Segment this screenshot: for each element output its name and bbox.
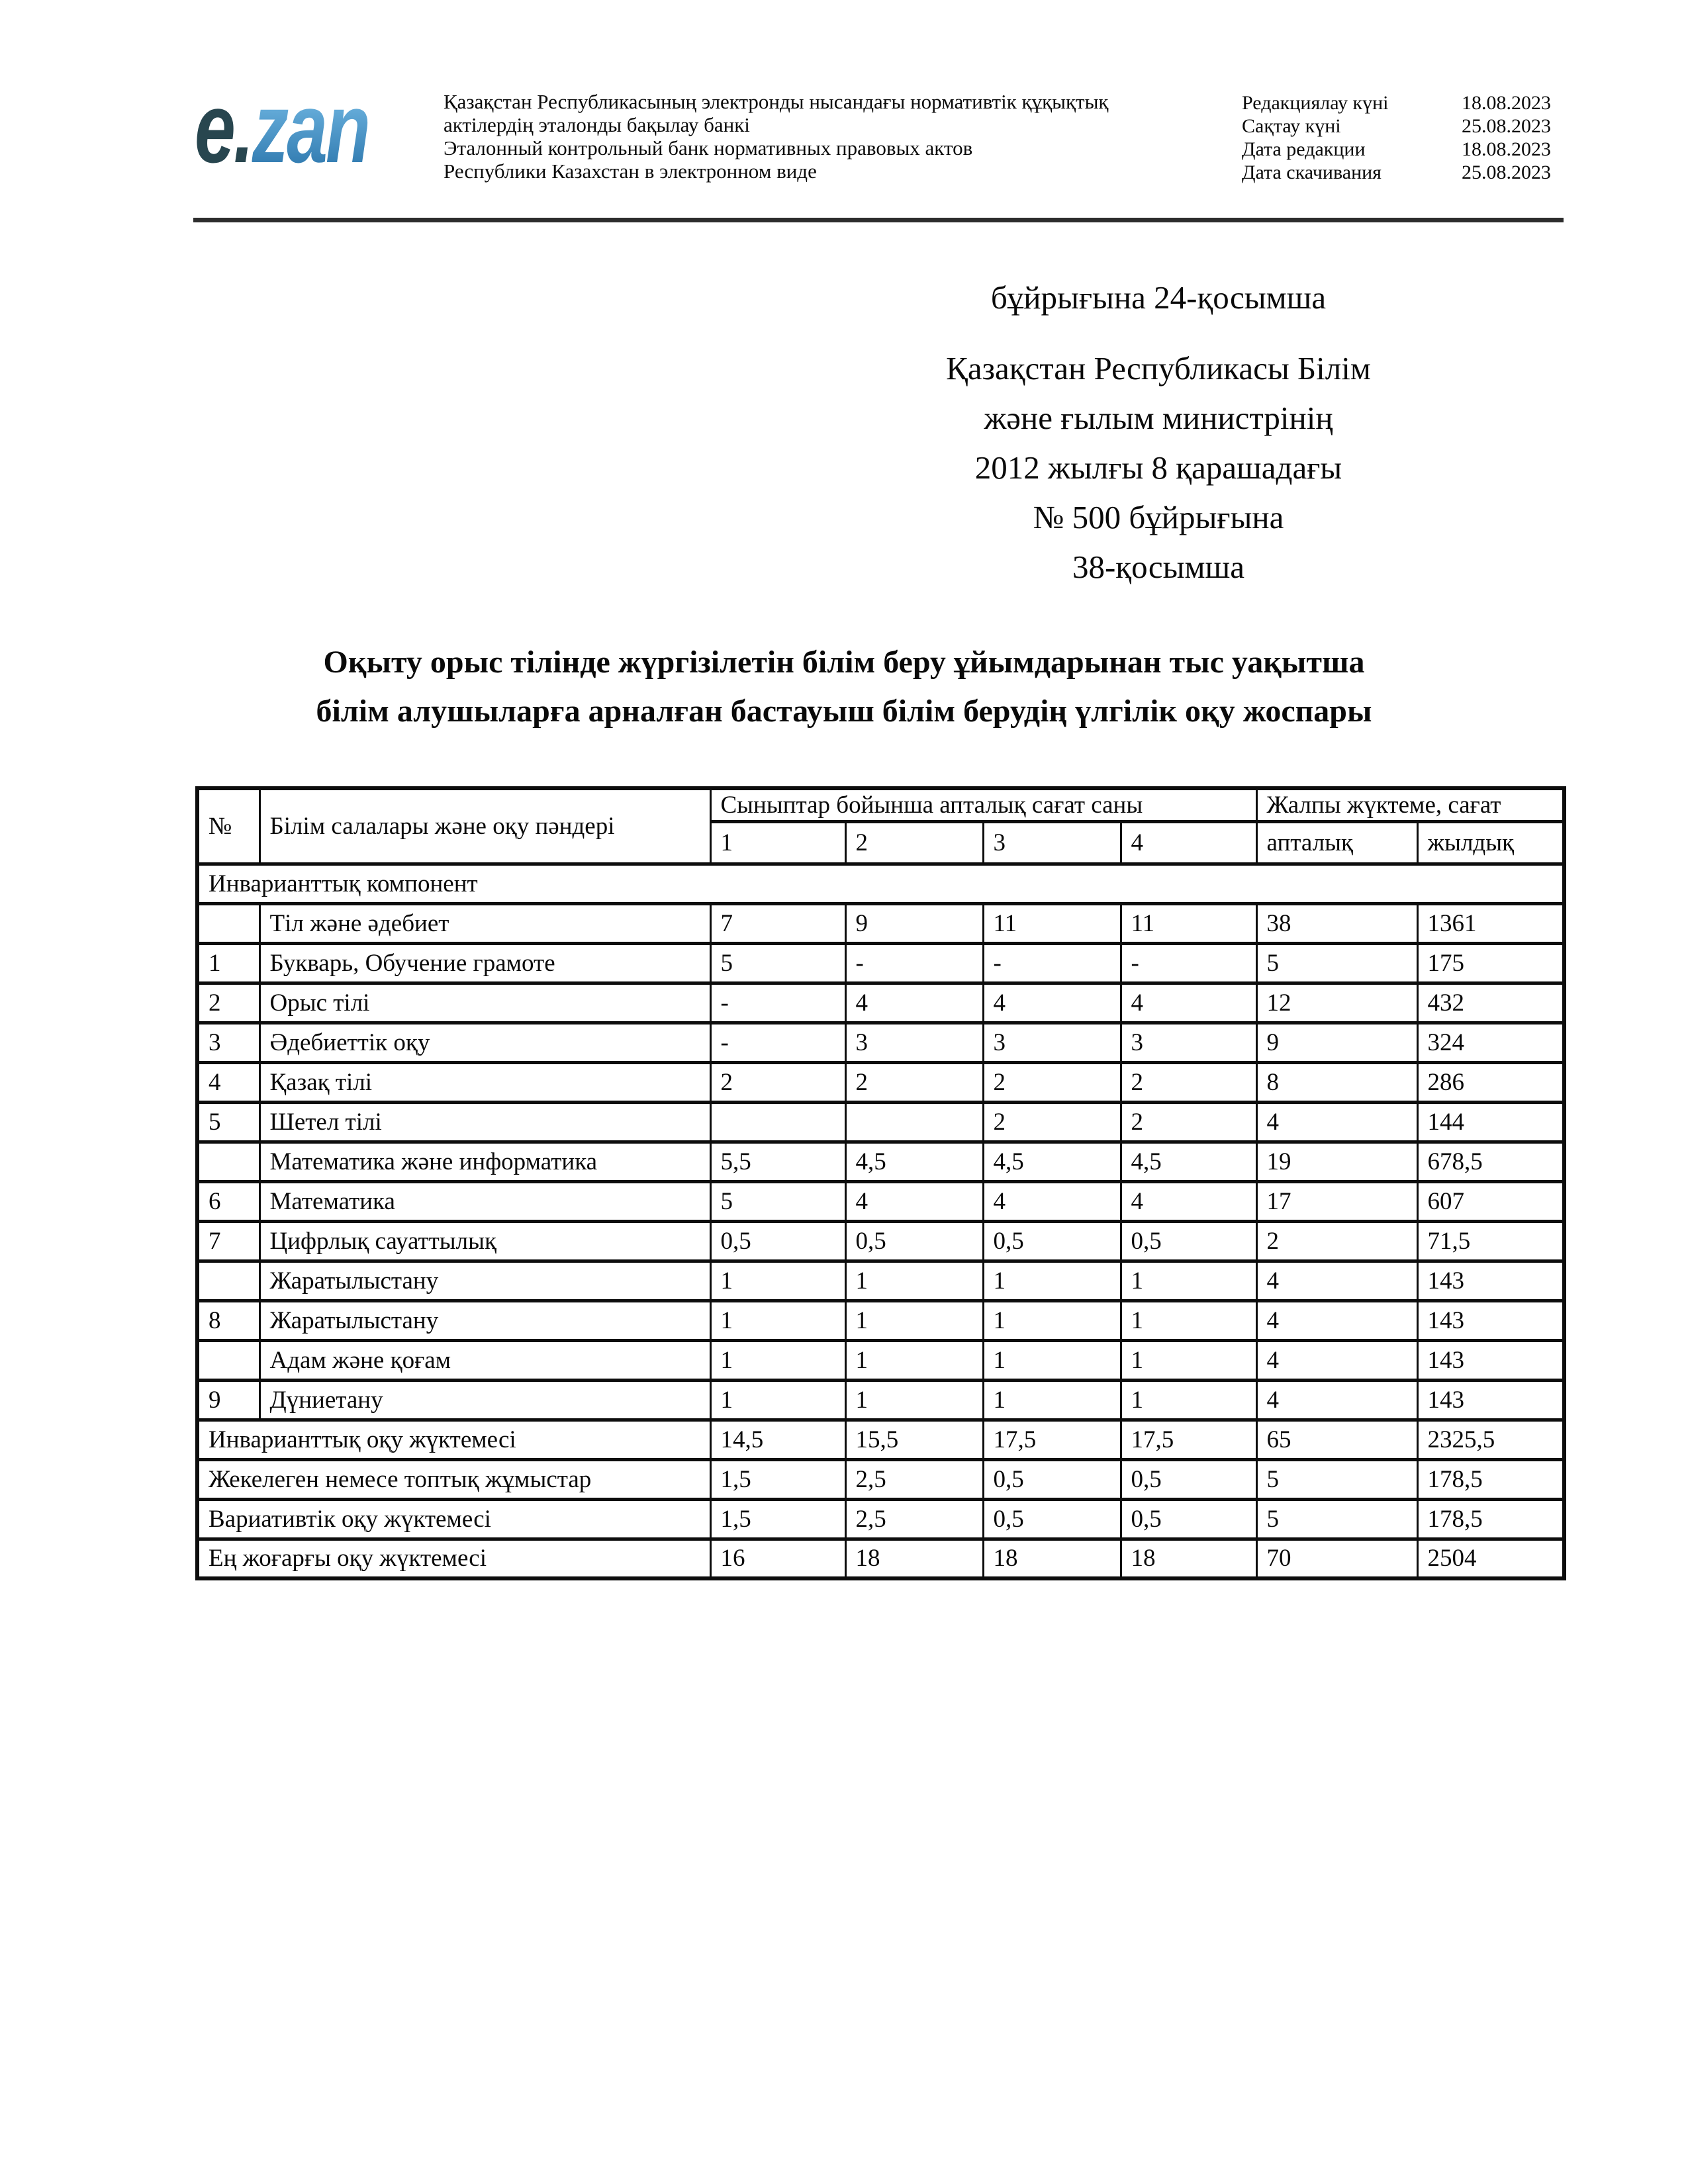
org-description bbox=[444, 90, 1231, 183]
row-value-cell: 2,5 bbox=[845, 1459, 983, 1499]
col-header-grade-1: 1 bbox=[710, 821, 845, 864]
row-value-cell: 4 bbox=[845, 983, 983, 1023]
row-number-cell: 3 bbox=[197, 1023, 259, 1062]
row-value-cell: 4 bbox=[1121, 983, 1256, 1023]
row-value-cell: 9 bbox=[1256, 1023, 1417, 1062]
row-value-cell: 1,5 bbox=[710, 1499, 845, 1539]
row-value-cell: 0,5 bbox=[983, 1499, 1121, 1539]
row-subject-cell: Дүниетану bbox=[259, 1380, 710, 1420]
table-row bbox=[197, 1261, 1564, 1300]
row-value-cell: 143 bbox=[1417, 1340, 1564, 1380]
row-subject-cell: Әдебиеттік оқу bbox=[259, 1023, 710, 1062]
row-value-cell: 5 bbox=[1256, 943, 1417, 983]
row-value-cell: 1 bbox=[983, 1380, 1121, 1420]
row-number-cell bbox=[197, 1261, 259, 1300]
row-value-cell: - bbox=[710, 1023, 845, 1062]
row-value-cell: 5 bbox=[1256, 1459, 1417, 1499]
row-value-cell: 2,5 bbox=[845, 1499, 983, 1539]
row-value-cell: 4 bbox=[1256, 1261, 1417, 1300]
date-label: Сақтау күні bbox=[1242, 115, 1341, 137]
row-value-cell: 1 bbox=[710, 1380, 845, 1420]
date-value: 25.08.2023 bbox=[1462, 161, 1551, 183]
row-value-cell: 18 bbox=[1121, 1539, 1256, 1578]
row-number-cell bbox=[197, 903, 259, 943]
table-row bbox=[197, 943, 1564, 983]
row-value-cell: 0,5 bbox=[983, 1459, 1121, 1499]
row-value-cell: 678,5 bbox=[1417, 1142, 1564, 1181]
row-value-cell: 19 bbox=[1256, 1142, 1417, 1181]
row-number-cell bbox=[197, 1340, 259, 1380]
row-value-cell: 1 bbox=[710, 1300, 845, 1340]
row-value-cell: 4 bbox=[1256, 1340, 1417, 1380]
date-label: Дата редакции bbox=[1242, 138, 1366, 160]
summary-label-cell: Ең жоғарғы оқу жүктемесі bbox=[197, 1539, 710, 1578]
table-row bbox=[197, 1181, 1564, 1221]
row-value-cell: 1 bbox=[1121, 1261, 1256, 1300]
appendix-line: бұйрығына 24-қосымша bbox=[990, 279, 1327, 316]
row-value-cell: 16 bbox=[710, 1539, 845, 1578]
title-line: білім алушыларға арналған бастауыш білім берудің үлгілік оқу жоспары bbox=[316, 694, 1372, 729]
row-subject-cell: Букварь, Обучение грамоте bbox=[259, 943, 710, 983]
table-row bbox=[197, 1380, 1564, 1420]
row-number-cell: 1 bbox=[197, 943, 259, 983]
row-value-cell: 1 bbox=[1121, 1300, 1256, 1340]
col-header-grade-3: 3 bbox=[983, 821, 1121, 864]
row-value-cell: 1 bbox=[845, 1340, 983, 1380]
date-label: Дата скачивания bbox=[1242, 161, 1382, 183]
row-value-cell: 0,5 bbox=[1121, 1459, 1256, 1499]
row-subject-cell: Математика және информатика bbox=[259, 1142, 710, 1181]
date-value: 18.08.2023 bbox=[1462, 92, 1551, 114]
row-value-cell: 2 bbox=[983, 1062, 1121, 1102]
row-value-cell: 38 bbox=[1256, 903, 1417, 943]
logo-text-dark: e. bbox=[195, 72, 252, 183]
col-header-subjects: Білім салалары және оқу пәндері bbox=[259, 788, 710, 864]
row-value-cell: 70 bbox=[1256, 1539, 1417, 1578]
row-value-cell: 2 bbox=[1256, 1221, 1417, 1261]
row-value-cell: 178,5 bbox=[1417, 1459, 1564, 1499]
summary-label-cell: Инварианттық оқу жүктемесі bbox=[197, 1420, 710, 1459]
row-subject-cell: Адам және қоғам bbox=[259, 1340, 710, 1380]
summary-row bbox=[197, 1420, 1564, 1459]
row-value-cell: 1 bbox=[1121, 1340, 1256, 1380]
col-header-weekly: апталық bbox=[1256, 821, 1417, 864]
col-header-weekly-group: Сыныптар бойынша апталық сағат саны bbox=[710, 788, 1256, 821]
row-value-cell: 15,5 bbox=[845, 1420, 983, 1459]
row-value-cell: 1 bbox=[710, 1340, 845, 1380]
row-value-cell: 12 bbox=[1256, 983, 1417, 1023]
table-row bbox=[197, 1062, 1564, 1102]
title-line: Оқыту орыс тілінде жүргізілетін білім беру ұйымдарынан тыс уақытша bbox=[323, 645, 1365, 680]
date-row bbox=[1242, 114, 1594, 138]
appendix-line: 38-қосымша bbox=[1072, 549, 1244, 585]
row-number-cell: 5 bbox=[197, 1102, 259, 1142]
row-value-cell: 5,5 bbox=[710, 1142, 845, 1181]
row-value-cell: 5 bbox=[710, 943, 845, 983]
row-value-cell: 175 bbox=[1417, 943, 1564, 983]
row-value-cell: 1 bbox=[983, 1300, 1121, 1340]
row-number-cell: 9 bbox=[197, 1380, 259, 1420]
date-value: 25.08.2023 bbox=[1462, 115, 1551, 137]
col-header-total-group: Жалпы жүктеме, сағат bbox=[1256, 788, 1564, 821]
table-row bbox=[197, 1340, 1564, 1380]
table-row bbox=[197, 983, 1564, 1023]
row-subject-cell: Шетел тілі bbox=[259, 1102, 710, 1142]
row-value-cell: 2 bbox=[1121, 1062, 1256, 1102]
row-value-cell: - bbox=[710, 983, 845, 1023]
row-value-cell: 2325,5 bbox=[1417, 1420, 1564, 1459]
row-value-cell: 0,5 bbox=[1121, 1499, 1256, 1539]
row-value-cell: 4 bbox=[1121, 1181, 1256, 1221]
row-value-cell: 2 bbox=[710, 1062, 845, 1102]
summary-label-cell: Жекелеген немесе топтық жұмыстар bbox=[197, 1459, 710, 1499]
row-value-cell: 2 bbox=[983, 1102, 1121, 1142]
table-row bbox=[197, 1142, 1564, 1181]
row-value-cell: 17,5 bbox=[1121, 1420, 1256, 1459]
date-label: Редакциялау күні bbox=[1242, 92, 1389, 114]
summary-row bbox=[197, 1459, 1564, 1499]
row-subject-cell: Цифрлық сауаттылық bbox=[259, 1221, 710, 1261]
row-value-cell: 4,5 bbox=[845, 1142, 983, 1181]
row-value-cell: 2 bbox=[845, 1062, 983, 1102]
org-line: актілердің эталонды бақылау банкі bbox=[444, 113, 750, 136]
row-value-cell: 1 bbox=[983, 1261, 1121, 1300]
row-value-cell: 4 bbox=[845, 1181, 983, 1221]
row-value-cell: 4 bbox=[983, 983, 1121, 1023]
row-value-cell: 4,5 bbox=[1121, 1142, 1256, 1181]
table-row bbox=[197, 1300, 1564, 1340]
col-header-yearly: жылдық bbox=[1417, 821, 1564, 864]
row-value-cell: 286 bbox=[1417, 1062, 1564, 1102]
row-value-cell: 17 bbox=[1256, 1181, 1417, 1221]
row-number-cell: 7 bbox=[197, 1221, 259, 1261]
row-value-cell: 8 bbox=[1256, 1062, 1417, 1102]
row-value-cell: 4 bbox=[1256, 1102, 1417, 1142]
appendix-line: Қазақстан Республикасы Білім bbox=[946, 350, 1371, 387]
appendix-block bbox=[698, 273, 1618, 592]
row-number-cell: 6 bbox=[197, 1181, 259, 1221]
org-line: Қазақстан Республикасының электронды нысандағы нормативтік құқықтық bbox=[444, 90, 1109, 113]
row-value-cell: 9 bbox=[845, 903, 983, 943]
row-value-cell: 3 bbox=[845, 1023, 983, 1062]
row-value-cell: 2504 bbox=[1417, 1539, 1564, 1578]
row-value-cell: 1 bbox=[983, 1340, 1121, 1380]
row-value-cell: 11 bbox=[983, 903, 1121, 943]
row-value-cell: - bbox=[1121, 943, 1256, 983]
date-row bbox=[1242, 138, 1594, 161]
row-value-cell: 5 bbox=[1256, 1499, 1417, 1539]
row-value-cell: 324 bbox=[1417, 1023, 1564, 1062]
date-value: 18.08.2023 bbox=[1462, 138, 1551, 160]
row-value-cell: 1,5 bbox=[710, 1459, 845, 1499]
org-line: Эталонный контрольный банк нормативных правовых актов bbox=[444, 136, 973, 159]
row-value-cell: 0,5 bbox=[845, 1221, 983, 1261]
row-value-cell: 71,5 bbox=[1417, 1221, 1564, 1261]
appendix-line: № 500 бұйрығына bbox=[1033, 499, 1284, 535]
header-divider bbox=[193, 218, 1564, 222]
row-value-cell: 178,5 bbox=[1417, 1499, 1564, 1539]
row-subject-cell: Математика bbox=[259, 1181, 710, 1221]
row-value-cell: 4,5 bbox=[983, 1142, 1121, 1181]
row-value-cell: 607 bbox=[1417, 1181, 1564, 1221]
row-value-cell: 1 bbox=[710, 1261, 845, 1300]
ezan-logo bbox=[195, 72, 369, 183]
col-header-grade-4: 4 bbox=[1121, 821, 1256, 864]
row-number-cell: 4 bbox=[197, 1062, 259, 1102]
org-line: Республики Казахстан в электронном виде bbox=[444, 159, 817, 183]
table-row bbox=[197, 1023, 1564, 1062]
row-subject-cell: Жаратылыстану bbox=[259, 1300, 710, 1340]
col-header-number: № bbox=[197, 788, 259, 864]
row-value-cell: 1 bbox=[1121, 1380, 1256, 1420]
col-header-grade-2: 2 bbox=[845, 821, 983, 864]
row-value-cell: 144 bbox=[1417, 1102, 1564, 1142]
table-body bbox=[197, 864, 1564, 1578]
row-subject-cell: Қазақ тілі bbox=[259, 1062, 710, 1102]
row-value-cell: 3 bbox=[1121, 1023, 1256, 1062]
row-value-cell bbox=[845, 1102, 983, 1142]
row-value-cell: 2 bbox=[1121, 1102, 1256, 1142]
section-row bbox=[197, 864, 1564, 903]
row-value-cell: 1 bbox=[845, 1380, 983, 1420]
row-value-cell: 1 bbox=[845, 1300, 983, 1340]
appendix-line: 2012 жылғы 8 қарашадағы bbox=[974, 449, 1342, 486]
row-value-cell: 143 bbox=[1417, 1380, 1564, 1420]
row-value-cell: 0,5 bbox=[1121, 1221, 1256, 1261]
row-value-cell: 0,5 bbox=[983, 1221, 1121, 1261]
row-value-cell: 0,5 bbox=[710, 1221, 845, 1261]
summary-row bbox=[197, 1539, 1564, 1578]
row-value-cell: 4 bbox=[983, 1181, 1121, 1221]
row-value-cell: 143 bbox=[1417, 1261, 1564, 1300]
table-row bbox=[197, 1221, 1564, 1261]
row-number-cell bbox=[197, 1142, 259, 1181]
summary-row bbox=[197, 1499, 1564, 1539]
row-subject-cell: Жаратылыстану bbox=[259, 1261, 710, 1300]
logo-text-blue: zan bbox=[252, 72, 369, 183]
row-value-cell: 4 bbox=[1256, 1300, 1417, 1340]
date-row bbox=[1242, 91, 1594, 114]
row-value-cell: 143 bbox=[1417, 1300, 1564, 1340]
row-value-cell: 18 bbox=[845, 1539, 983, 1578]
row-value-cell: 18 bbox=[983, 1539, 1121, 1578]
table-row bbox=[197, 903, 1564, 943]
row-number-cell: 8 bbox=[197, 1300, 259, 1340]
row-value-cell bbox=[710, 1102, 845, 1142]
appendix-line: және ғылым министрінің bbox=[984, 400, 1333, 436]
curriculum-table bbox=[195, 786, 1566, 1580]
row-subject-cell: Тіл және әдебиет bbox=[259, 903, 710, 943]
row-value-cell: - bbox=[845, 943, 983, 983]
section-label: Инварианттық компонент bbox=[197, 864, 1564, 903]
row-value-cell: 432 bbox=[1417, 983, 1564, 1023]
page-title bbox=[132, 638, 1556, 736]
document-dates bbox=[1242, 91, 1594, 184]
row-value-cell: - bbox=[983, 943, 1121, 983]
row-number-cell: 2 bbox=[197, 983, 259, 1023]
row-value-cell: 5 bbox=[710, 1181, 845, 1221]
table-row bbox=[197, 1102, 1564, 1142]
row-value-cell: 3 bbox=[983, 1023, 1121, 1062]
row-value-cell: 1361 bbox=[1417, 903, 1564, 943]
date-row bbox=[1242, 161, 1594, 184]
row-value-cell: 11 bbox=[1121, 903, 1256, 943]
row-value-cell: 65 bbox=[1256, 1420, 1417, 1459]
row-value-cell: 1 bbox=[845, 1261, 983, 1300]
row-value-cell: 14,5 bbox=[710, 1420, 845, 1459]
row-value-cell: 17,5 bbox=[983, 1420, 1121, 1459]
row-subject-cell: Орыс тілі bbox=[259, 983, 710, 1023]
row-value-cell: 4 bbox=[1256, 1380, 1417, 1420]
row-value-cell: 7 bbox=[710, 903, 845, 943]
summary-label-cell: Вариативтік оқу жүктемесі bbox=[197, 1499, 710, 1539]
